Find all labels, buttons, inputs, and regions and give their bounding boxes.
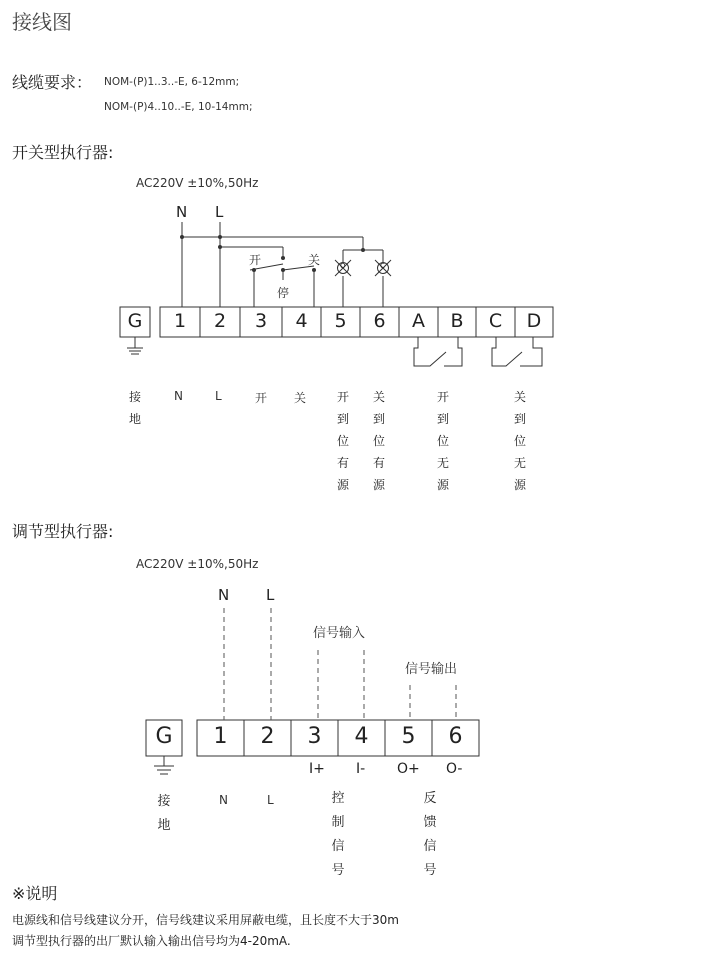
modulating-power-spec: AC220V ±10%,50Hz: [136, 557, 259, 571]
label-i-plus: I+: [309, 761, 325, 777]
mod-terminal-5: 5: [401, 724, 416, 749]
mod-terminal-2: 2: [260, 724, 275, 749]
switch-n-label: N: [176, 203, 188, 221]
switch-terminal-b: B: [450, 310, 464, 332]
notes-line-1: 电源线和信号线建议分开，信号线建议采用屏蔽电缆，且长度不大于30m: [12, 913, 399, 927]
terminal-cd-desc: 关到位无源: [513, 390, 526, 492]
label-o-minus: O-: [446, 761, 463, 777]
signal-output-label: 信号输出: [405, 662, 458, 677]
mod-terminal-6: 6: [448, 724, 463, 749]
page-title: 接线图: [12, 10, 72, 34]
switch-terminal-4: 4: [295, 310, 308, 332]
mod-ground-desc: 接地: [157, 794, 171, 833]
switch-terminal-d: D: [526, 310, 542, 332]
notes-line-2: 调节型执行器的出厂默认输入输出信号均为4-20mA.: [12, 934, 291, 948]
switch-terminal-1: 1: [173, 310, 187, 332]
label-o-plus: O+: [397, 761, 420, 777]
switch-l-label: L: [215, 203, 224, 221]
switch-close-desc: 关: [294, 391, 307, 405]
switch-ground-desc: 接地: [128, 390, 141, 426]
mod-terminal-g: G: [155, 724, 173, 749]
cable-spec-1: NOM-(P)1..3..-E, 6-12mm;: [104, 76, 240, 88]
terminal5-desc: 开到位有源: [336, 390, 349, 492]
switch-terminal-c: C: [488, 310, 503, 332]
switch-terminal-a: A: [412, 310, 425, 332]
switch-terminal-5: 5: [334, 310, 347, 332]
label-i-minus: I-: [356, 761, 366, 777]
switch-terminal-2: 2: [213, 310, 227, 332]
switch-power-spec: AC220V ±10%,50Hz: [136, 176, 259, 190]
switch-stop-label: 停: [277, 286, 290, 300]
mod-terminal-4: 4: [354, 724, 369, 749]
switch-close-label: 关: [308, 253, 321, 267]
switch-terminal-3: 3: [254, 310, 268, 332]
mod-l-label: L: [266, 586, 275, 604]
cable-requirement-label: 线缆要求：: [12, 73, 93, 92]
switch-open-label: 开: [249, 253, 262, 267]
terminal-ab-desc: 开到位无源: [436, 390, 449, 492]
mod-l-desc: L: [267, 793, 274, 807]
switch-n-desc: N: [174, 389, 183, 403]
signal-input-label: 信号输入: [313, 626, 366, 641]
terminal6-desc: 关到位有源: [372, 390, 385, 492]
switch-l-desc: L: [215, 389, 222, 403]
modulating-section-title: 调节型执行器:: [12, 522, 114, 541]
cable-spec-2: NOM-(P)4..10..-E, 10-14mm;: [104, 101, 253, 113]
mod-terminal-1: 1: [213, 724, 228, 749]
switch-terminal-g: G: [127, 310, 143, 332]
feedback-signal-desc: 反馈信号: [423, 791, 437, 878]
lamp-o-label: O: [340, 262, 346, 270]
switch-terminal-6: 6: [373, 310, 386, 332]
switch-open-desc: 开: [255, 391, 268, 405]
mod-n-label: N: [218, 586, 230, 604]
notes-title: ※说明: [12, 884, 58, 903]
lamp-c-label: C: [380, 262, 385, 270]
control-signal-desc: 控制信号: [331, 791, 345, 878]
mod-n-desc: N: [219, 793, 228, 807]
switch-section-title: 开关型执行器:: [12, 143, 114, 162]
mod-terminal-3: 3: [307, 724, 322, 749]
